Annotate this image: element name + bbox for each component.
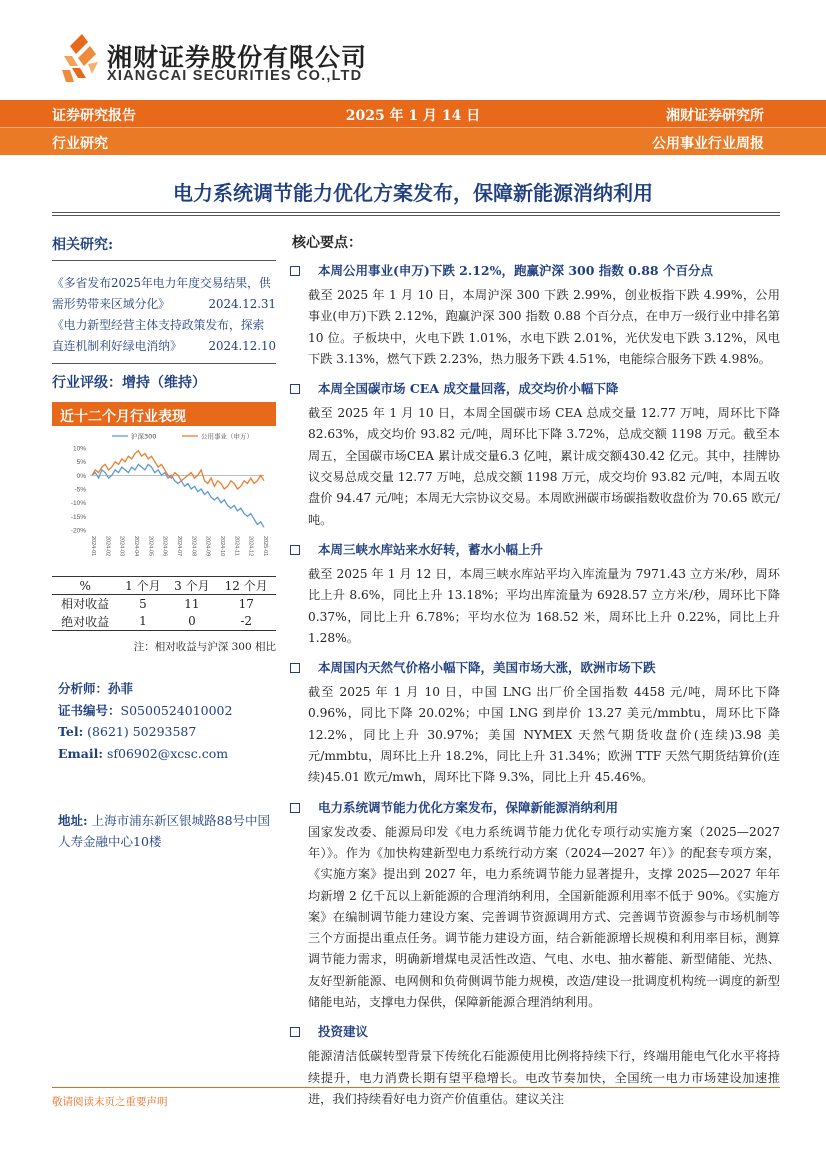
perf-table-row: [52, 613, 276, 631]
perf-col-header: %: [52, 577, 118, 595]
section: [290, 261, 780, 370]
section-heading-text: 本周国内天然气价格小幅下降，美国市场大涨，欧洲市场下跌: [318, 660, 656, 676]
section-heading: [290, 540, 780, 560]
email-label: Email:: [58, 745, 103, 761]
section-body: 截至 2025 年 1 月 10 日，中国 LNG 出厂价全国指数 4458 元/吨，周环比下降 0.96%，同比下降 20.02%；中国 LNG 到岸价 13.27 美元/mmbtu，周环比下降 12.2%，同比上升 30.97%；美国 NYMEX 天然气期货收盘价(连续)3.98 美元/mmbtu，周环比上升 18.2%，同比上升 31.34%；欧洲 TTF 天然气期货结算价(连续)45.01 欧元/mwh，周环比下降 9.3%，同比上升 45.46%。: [308, 685, 780, 785]
x-tick-label: 2024-09: [204, 536, 211, 557]
perf-cell: -2: [216, 613, 276, 631]
report-band-bottom: [0, 127, 826, 155]
section: [290, 658, 780, 788]
section-heading: [290, 379, 780, 399]
company-name-cn: 湘财证券股份有限公司: [107, 43, 368, 72]
section: [290, 540, 780, 649]
report-band-top: [0, 100, 826, 127]
x-tick-label: 2024-12: [247, 536, 254, 557]
analyst-label: 分析师：: [58, 681, 109, 696]
footer-disclaimer: 敬请阅读末页之重要声明: [52, 1096, 168, 1108]
legend-label: 沪深300: [131, 432, 157, 441]
cert-number: S0500524010002: [120, 702, 233, 718]
related-item-text: 《电力新型经营主体支持政策发布，探索直连机制利好绿电消纳》: [52, 318, 265, 353]
perf-cell: 1: [118, 613, 167, 631]
checkbox-icon: [290, 384, 300, 394]
x-tick-label: 2025-01: [262, 536, 268, 557]
section: [290, 1022, 780, 1110]
section: [290, 379, 780, 531]
report-subtype: 公用事业行业周报: [652, 136, 764, 152]
report-type: 证券研究报告: [52, 108, 136, 124]
perf-table: [52, 576, 276, 631]
rating-divider-top: [52, 363, 276, 364]
x-tick-label: 2024-11: [233, 536, 240, 556]
related-item[interactable]: [52, 315, 276, 357]
report-category: 行业研究: [52, 136, 108, 152]
x-tick-label: 2024-03: [118, 536, 125, 557]
y-tick-label: -20%: [70, 527, 86, 535]
address-label: 地址:: [58, 813, 88, 828]
industry-rating: 行业评级：增持（维持）: [52, 375, 206, 391]
perf-cell: 0: [167, 613, 216, 631]
related-research-title: 相关研究:: [52, 237, 114, 253]
section-heading-text: 本周三峡水库站来水好转，蓄水小幅上升: [318, 541, 544, 557]
perf-chart-svg: [52, 426, 276, 576]
section-body: 截至 2025 年 1 月 10 日，本周全国碳市场 CEA 总成交量 12.77 万吨，周环比下降 82.63%，成交均价 93.82 元/吨，周环比下降 3.72%，总成交额 1198 万元。截至本周五，全国碳市场CEA 累计成交量6.3 亿吨，累计成交额430.42 亿元。其中，挂牌协议交易总成交量 12.77 万吨，总成交额 1198 万元，成交均价 93.82 元/吨，本周五收盘价 94.47 元/吨；本周无大宗协议交易。本周欧洲碳市场碳指数收盘价为 70.65 欧元/吨。: [308, 406, 780, 527]
section-body: 能源清洁低碳转型背景下传统化石能源使用比例将持续下行，终端用能电气化水平将持续提升，电力消费长期有望平稳增长。电改节奏加快，全国统一电力市场建设加速推进，我们持续看好电力资产价值重估。建议关注: [308, 1049, 780, 1106]
section-heading-text: 投资建议: [318, 1024, 369, 1040]
section-heading: [290, 261, 780, 281]
y-tick-label: -10%: [70, 500, 86, 508]
tel-number: (8621) 50293587: [87, 724, 197, 740]
title-divider: [52, 212, 780, 213]
address-block: [58, 810, 282, 852]
x-tick-label: 2024-04: [133, 536, 139, 557]
checkbox-icon: [290, 266, 300, 276]
perf-table-header: [52, 577, 276, 595]
perf-note: 注：相对收益与沪深 300 相比: [133, 641, 276, 653]
y-tick-label: -15%: [70, 513, 86, 521]
x-tick-label: 2024-01: [90, 536, 96, 557]
x-tick-label: 2024-08: [190, 536, 197, 557]
x-tick-label: 2024-07: [176, 536, 182, 557]
perf-chart: [52, 426, 276, 576]
y-tick-label: 10%: [72, 445, 86, 453]
analyst-info: [58, 678, 232, 764]
analyst-name: 孙菲: [108, 681, 134, 696]
x-tick-label: 2024-06: [161, 536, 168, 557]
section-heading-text: 本周公用事业(申万)下跌 2.12%，跑赢沪深 300 指数 0.88 个百分点: [318, 263, 713, 278]
related-item-date: 2024.12.10: [208, 339, 276, 353]
perf-col-header: 3 个月: [167, 577, 216, 595]
y-tick-label: 5%: [76, 459, 86, 467]
related-item[interactable]: [52, 273, 276, 315]
section-body: 截至 2025 年 1 月 12 日，本周三峡水库站平均入库流量为 7971.43 立方米/秒，周环比上升 8.6%，同比上升 13.18%；平均出库流量为 6928.57 立方米/秒，周环比下降 0.37%，同比上升 6.78%；平均水位为 168.52 米，周环比上升 0.22%，同比上升 1.28%。: [308, 566, 780, 645]
section-heading-text: 电力系统调节能力优化方案发布，保障新能源消纳利用: [318, 799, 619, 815]
perf-section-header: 近十二个月行业表现: [52, 402, 276, 426]
perf-col-header: 1 个月: [118, 577, 167, 595]
company-logo: [58, 34, 108, 86]
section-heading: [290, 1022, 780, 1042]
x-tick-label: 2024-05: [147, 536, 154, 557]
checkbox-icon: [290, 1027, 300, 1037]
x-tick-label: 2024-10: [219, 536, 225, 557]
perf-cell: 5: [139, 596, 147, 611]
core-points-title: 核心要点：: [292, 235, 362, 251]
perf-cell: 11: [184, 596, 200, 611]
perf-table-row: [52, 595, 276, 613]
section-heading: [290, 658, 780, 678]
perf-cell: 绝对收益: [52, 613, 118, 631]
related-list: [52, 273, 276, 357]
perf-cell: 17: [238, 596, 254, 611]
tel-label: Tel:: [58, 724, 84, 740]
perf-cell: 相对收益: [61, 597, 110, 612]
title-divider-second: [52, 215, 780, 216]
email-link[interactable]: sf06902@xcsc.com: [106, 745, 229, 761]
perf-col-header: 12 个月: [216, 577, 276, 595]
section-heading: [290, 798, 780, 818]
checkbox-icon: [290, 803, 300, 813]
y-tick-label: 0%: [76, 472, 86, 480]
left-sidebar: [52, 222, 276, 654]
footer-divider: [52, 1087, 780, 1088]
main-content: [290, 232, 780, 1110]
address-text: 上海市浦东新区银城路88号中国人寿金融中心10楼: [58, 813, 271, 849]
section-heading-text: 本周全国碳市场 CEA 成交量回落，成交均价小幅下降: [318, 381, 619, 397]
cert-label: 证书编号：: [58, 702, 121, 718]
related-item-text: 《多省发布2025年电力年度交易结果，供需形势带来区域分化》: [52, 276, 271, 311]
company-name-en: XIANGCAI SECURITIES CO.,LTD: [107, 68, 363, 84]
checkbox-icon: [290, 663, 300, 673]
report-date: 2025 年 1 月 14 日: [345, 108, 481, 124]
page-title: 电力系统调节能力优化方案发布，保障新能源消纳利用: [173, 181, 653, 205]
section-body: 截至 2025 年 1 月 10 日，本周沪深 300 下跌 2.99%，创业板指下跌 4.99%，公用事业(申万)下跌 2.12%，跑赢沪深 300 指数 0.88 个百分点，在申万一级行业中排名第 10 位。子板块中，火电下跌 1.01%，水电下跌 2.01%，光伏发电下跌 3.12%，风电下跌 3.13%，燃气下跌 2.23%，热力服务下跌 4.51%，电能综合服务下跌 4.98%。: [308, 288, 780, 366]
y-tick-label: -5%: [74, 486, 86, 494]
legend-label: 公用事业（申万）: [201, 432, 253, 441]
related-item-date: 2024.12.31: [208, 297, 276, 311]
x-tick-label: 2024-02: [104, 536, 111, 557]
institute-name: 湘财证券研究所: [666, 108, 764, 124]
section: [290, 798, 780, 1014]
series-line: [92, 464, 264, 527]
section-body: 国家发改委、能源局印发《电力系统调节能力优化专项行动实施方案（2025—2027 年）》。作为《加快构建新型电力系统行动方案（2024—2027 年）》的配套专项方案，《实施方案》提出到 2027 年，电力系统调节能力显著提升，支撑 2025—2027 年年均新增 2 亿千瓦以上新能源的合理消纳利用，全国新能源利用率不低于 90%。《实施方案》在编制调节能力建设方案、完善调节资源调用方式、完善调节资源参与市场机制等三个方面提出重点任务。调节能力建设方面，结合新能源增长规模和利用率目标，测算调节能力需求，明确新增煤电灵活性改造、气电、水电、抽水蓄能、新型储能、光热、友好型新能源、电网侧和负荷侧调节能力规模，改造/建设一批调度机构统一调度的新型储能电站，支撑电力保供，保障新能源合理消纳利用。: [308, 824, 780, 1010]
related-divider: [52, 260, 276, 261]
checkbox-icon: [290, 545, 300, 555]
